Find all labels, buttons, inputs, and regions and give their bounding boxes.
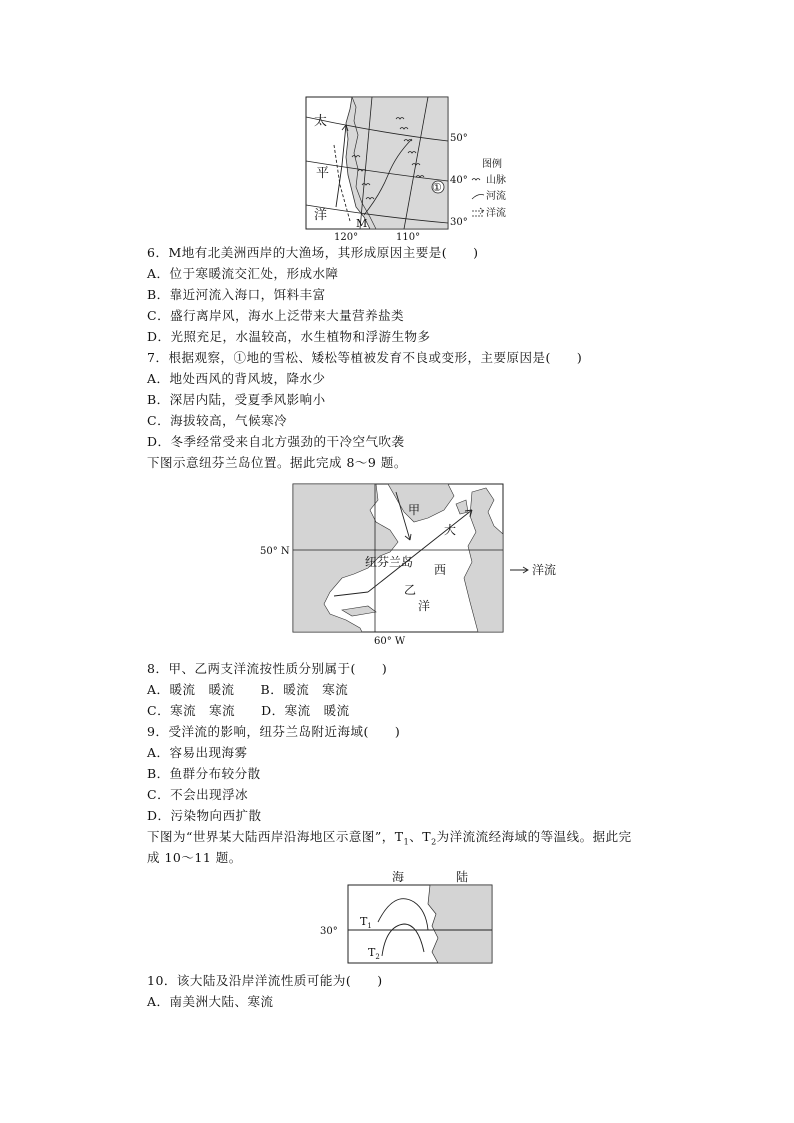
intro3-part3: 为洋流流经海域的等温线。据此完 <box>436 829 632 844</box>
fig1-legend-mountain: 山脉 <box>486 175 506 186</box>
q6-option-a: A．位于寒暖流交汇处，形成水障 <box>147 266 339 281</box>
q9-option-b: B．鱼群分布较分散 <box>147 766 261 781</box>
fig2-yi: 乙 <box>404 583 417 597</box>
fig3-t2: $T_2$ <box>368 946 380 961</box>
intro3-sub2: 2 <box>431 837 437 847</box>
q7-option-d: D．冬季经常受来自北方强劲的干冷空气吹袭 <box>147 434 405 449</box>
legend-current-arrow-icon <box>510 567 528 573</box>
intro-10-11 <box>147 828 632 852</box>
fig2-island: 纽芬兰岛 <box>365 555 414 569</box>
figure-isotherms <box>320 868 500 966</box>
fig1-lon-120: 120° <box>334 232 359 243</box>
q10-option-a: A．南美洲大陆、寒流 <box>147 994 274 1009</box>
q7-option-c: C．海拔较高，气候寒冷 <box>147 413 288 428</box>
q6-option-b: B．靠近河流入海口，饵料丰富 <box>147 287 326 302</box>
intro3-sub1: 1 <box>403 837 410 847</box>
q8-stem: 8．甲、乙两支洋流按性质分别属于( ) <box>147 661 388 676</box>
intro-10-11-cont: 成 10～11 题。 <box>147 850 242 865</box>
fig1-label-ping: 平 <box>316 166 330 181</box>
legend-mountain-icon <box>472 179 480 181</box>
fig1-legend-current: 洋流 <box>486 208 506 219</box>
figure-north-america-west-coast <box>300 95 530 243</box>
q7-option-a: A．地处西风的背风坡，降水少 <box>147 371 326 386</box>
fig2-lat: 50° N <box>260 546 290 557</box>
q9-option-a: A．容易出现海雾 <box>147 745 248 760</box>
fig1-label-yang: 洋 <box>314 208 328 223</box>
fig1-lat-30: 30° <box>450 217 468 228</box>
q6-stem: 6．M地有北美洲西岸的大渔场，其形成原因主要是( ) <box>147 245 479 260</box>
q9-option-c: C．不会出现浮冰 <box>147 787 249 802</box>
fig3-t1: $T_1$ <box>360 915 372 930</box>
fig1-label-m: M <box>356 217 368 230</box>
intro3-part2: 、T <box>409 829 432 844</box>
fig1-circle1: ① <box>432 181 442 194</box>
intro-8-9: 下图示意纽芬兰岛位置。据此完成 8～9 题。 <box>147 455 407 470</box>
intro3-part1: 下图为“世界某大陆西岸沿海地区示意图”，T <box>147 829 404 844</box>
fig3-lat: 30° <box>320 926 338 937</box>
q6-option-d: D．光照充足，水温较高，水生植物和浮游生物多 <box>147 329 431 344</box>
q9-stem: 9．受洋流的影响，纽芬兰岛附近海域( ) <box>147 724 401 739</box>
fig2-legend: 洋流 <box>532 563 557 577</box>
q7-option-b: B．深居内陆，受夏季风影响小 <box>147 392 326 407</box>
fig2-xi: 西 <box>434 563 447 577</box>
q7-stem: 7．根据观察，①地的雪松、矮松等植被发育不良或变形，主要原因是( ) <box>147 350 583 365</box>
q9-option-d: D．污染物向西扩散 <box>147 808 262 823</box>
fig2-jia: 甲 <box>408 503 421 517</box>
fig2-lon: 60° W <box>374 636 406 647</box>
figure-newfoundland <box>258 482 578 648</box>
legend-current-icon <box>472 208 484 216</box>
fig3-sea: 海 <box>392 870 405 884</box>
fig1-legend-river: 河流 <box>486 191 506 202</box>
fig2-da: 大 <box>444 523 457 537</box>
fig1-lat-40: 40° <box>450 175 468 186</box>
fig1-label-tai: 太 <box>314 114 328 129</box>
q6-option-c: C．盛行离岸风，海水上泛带来大量营养盐类 <box>147 308 405 323</box>
q8-options-ab: A．暖流 暖流 B．暖流 寒流 <box>147 682 349 697</box>
fig2-yang: 洋 <box>418 599 431 613</box>
legend-river-icon <box>472 195 484 200</box>
q10-stem: 10．该大陆及沿岸洋流性质可能为( ) <box>147 973 383 988</box>
q8-options-cd: C．寒流 寒流 D．寒流 暖流 <box>147 703 350 718</box>
fig1-lon-110: 110° <box>396 232 421 243</box>
fig1-lat-50: 50° <box>450 133 468 144</box>
fig1-legend-title: 图例 <box>482 159 502 170</box>
fig3-land: 陆 <box>456 870 469 884</box>
